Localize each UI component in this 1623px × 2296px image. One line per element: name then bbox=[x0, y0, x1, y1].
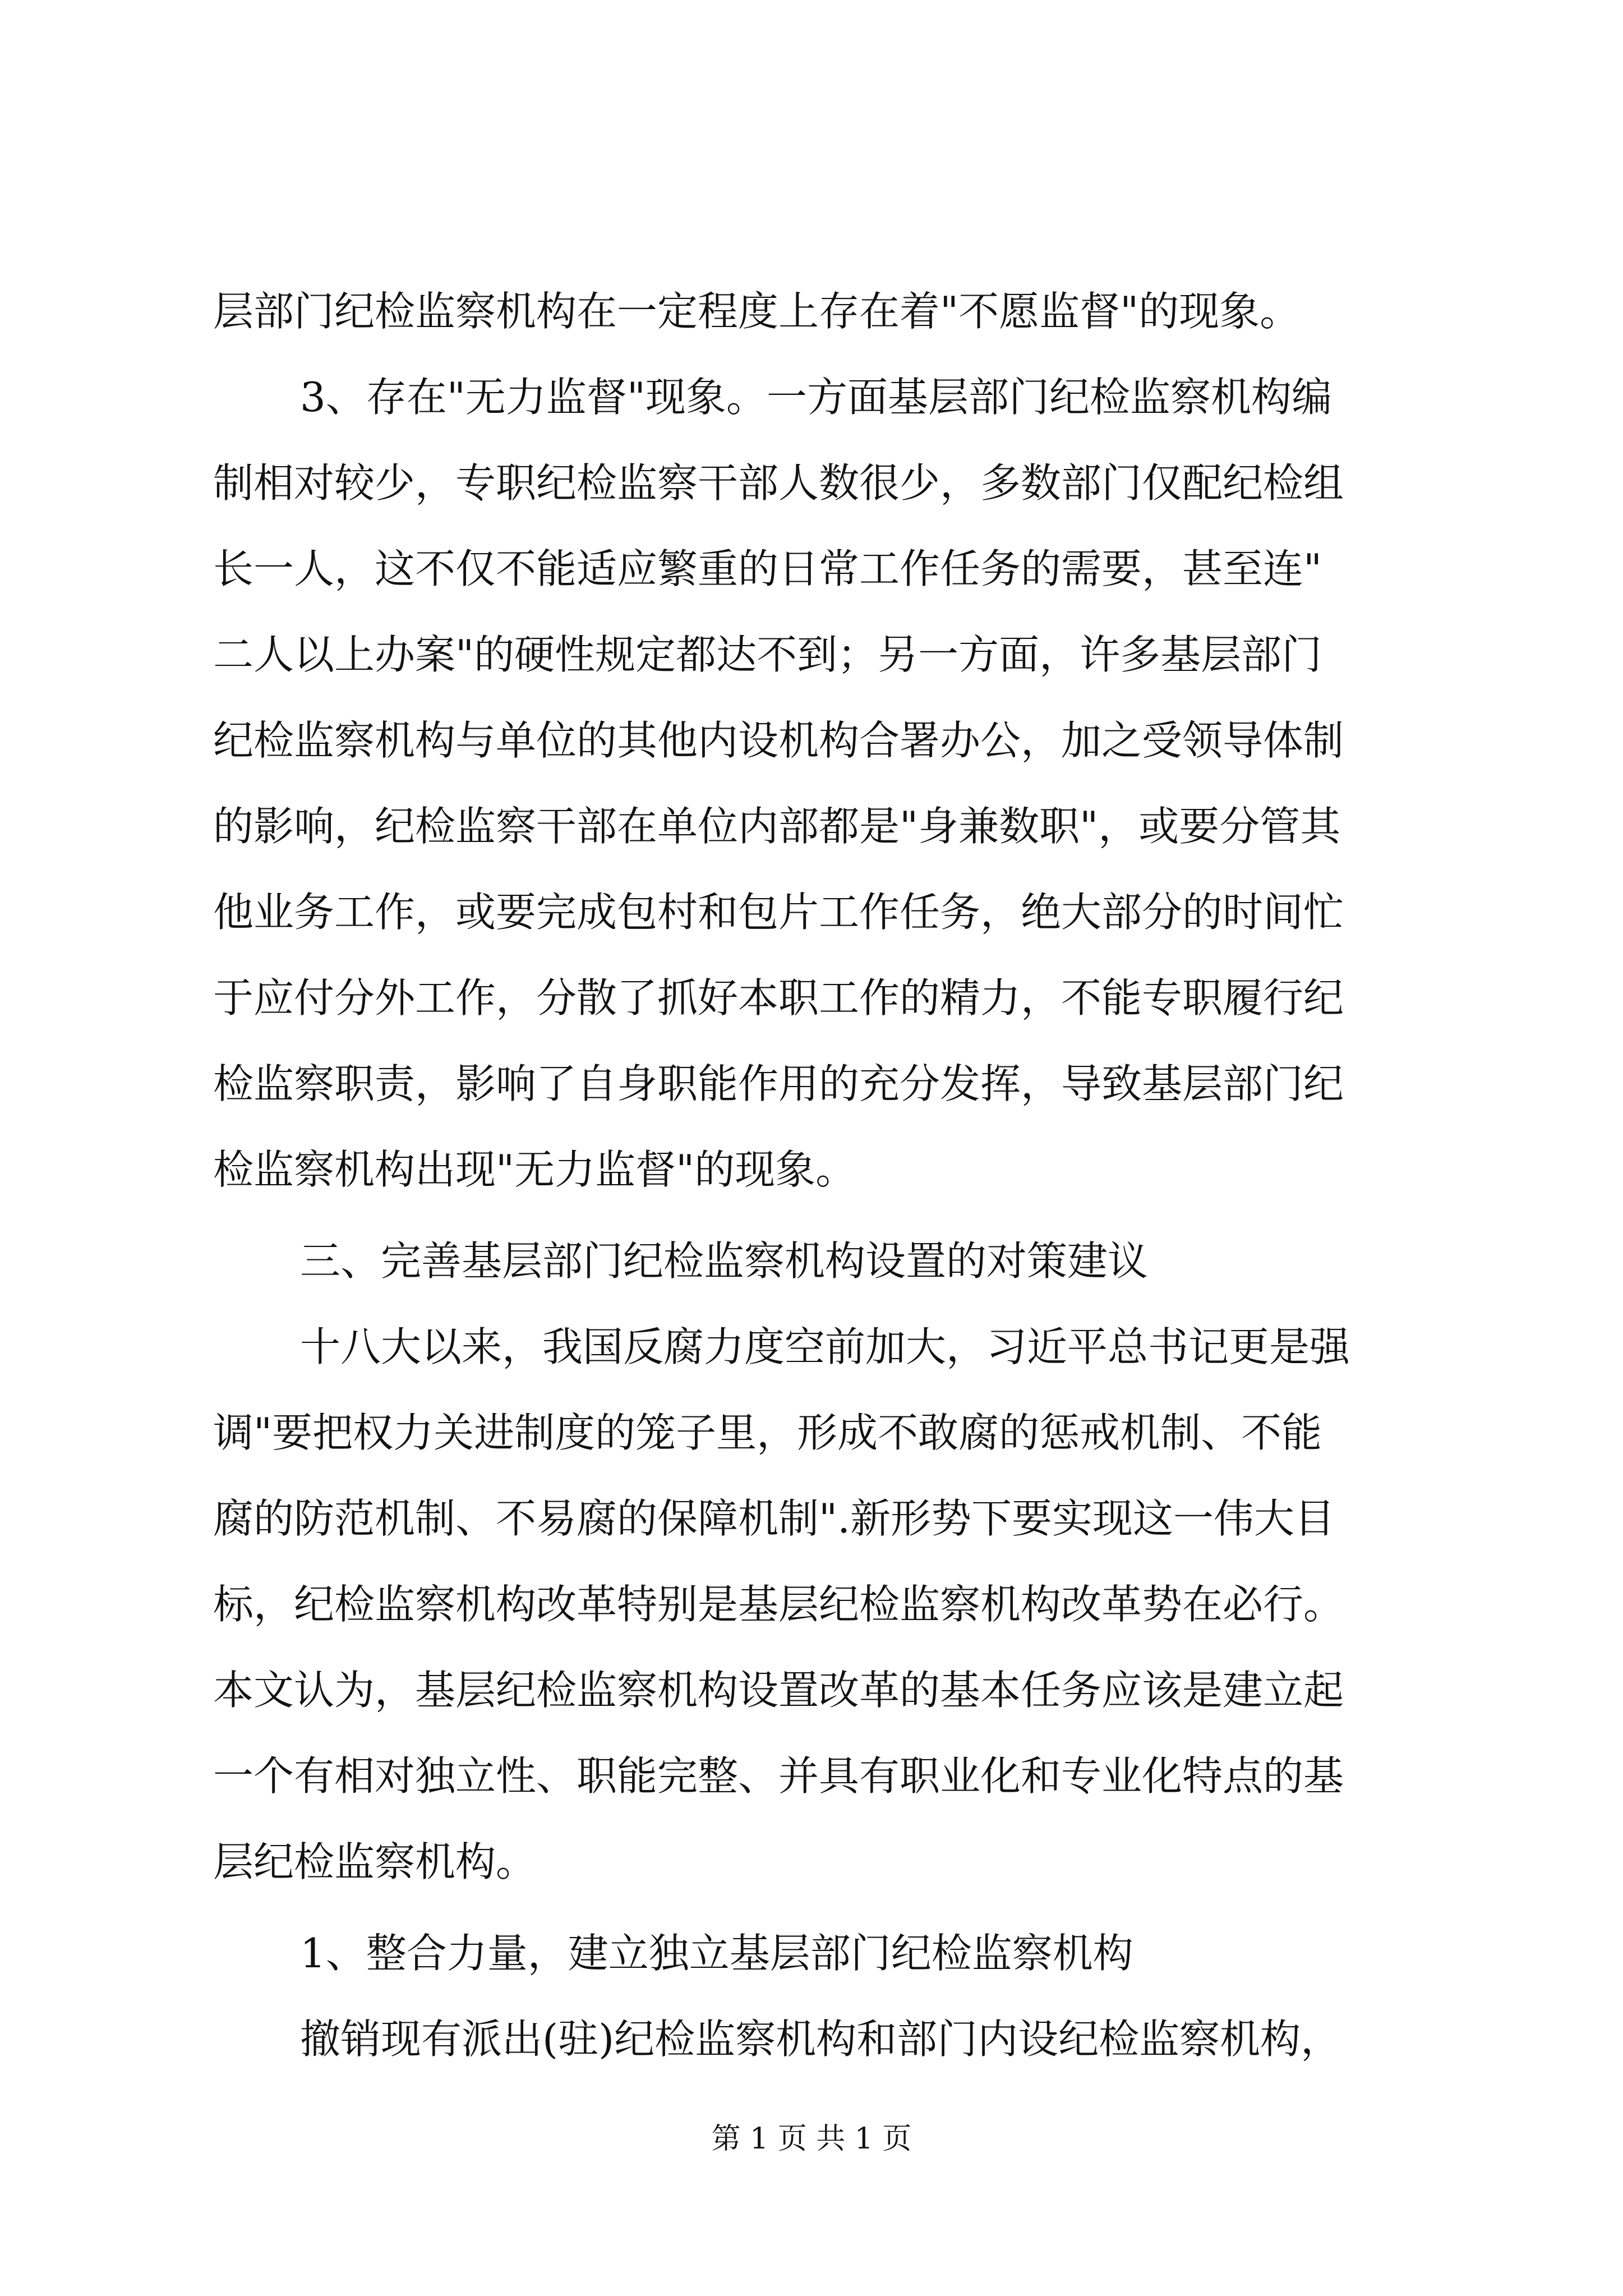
text-line: 本文认为，基层纪检监察机构设置改革的基本任务应该是建立起 bbox=[213, 1667, 1344, 1714]
subsection-heading: 1、整合力量，建立独立基层部门纪检监察机构 bbox=[300, 1930, 1133, 1977]
text-line: 层部门纪检监察机构在一定程度上存在着"不愿监督"的现象。 bbox=[213, 288, 1301, 335]
text-line: 检监察机构出现"无力监督"的现象。 bbox=[213, 1146, 856, 1193]
text-line: 标，纪检监察机构改革特别是基层纪检监察机构改革势在必行。 bbox=[213, 1581, 1344, 1628]
text-line: 3、存在"无力监督"现象。一方面基层部门纪检监察机构编 bbox=[300, 374, 1332, 421]
text-line: 检监察职责，影响了自身职能作用的充分发挥，导致基层部门纪 bbox=[213, 1060, 1344, 1107]
text-line: 撤销现有派出(驻)纪检监察机构和部门内设纪检监察机构， bbox=[300, 2016, 1341, 2063]
text-line: 长一人，这不仅不能适应繁重的日常工作任务的需要，甚至连" bbox=[213, 545, 1322, 592]
text-line: 制相对较少，专职纪检监察干部人数很少，多数部门仅配纪检组 bbox=[213, 459, 1344, 507]
text-line: 他业务工作，或要完成包村和包片工作任务，绝大部分的时间忙 bbox=[213, 889, 1344, 936]
section-heading: 三、完善基层部门纪检监察机构设置的对策建议 bbox=[300, 1237, 1149, 1285]
text-line: 二人以上办案"的硬性规定都达不到；另一方面，许多基层部门 bbox=[213, 631, 1322, 678]
text-line: 纪检监察机构与单位的其他内设机构合署办公，加之受领导体制 bbox=[213, 717, 1344, 764]
text-line: 层纪检监察机构。 bbox=[213, 1838, 537, 1885]
text-line: 于应付分外工作，分散了抓好本职工作的精力，不能专职履行纪 bbox=[213, 974, 1344, 1022]
page-footer: 第 1 页 共 1 页 bbox=[711, 2122, 912, 2156]
text-line: 十八大以来，我国反腐力度空前加大，习近平总书记更是强 bbox=[300, 1323, 1350, 1370]
text-line: 调"要把权力关进制度的笼子里，形成不敢腐的惩戒机制、不能 bbox=[213, 1409, 1322, 1456]
text-line: 腐的防范机制、不易腐的保障机制".新形势下要实现这一伟大目 bbox=[213, 1495, 1335, 1542]
text-line: 一个有相对独立性、职能完整、并具有职业化和专业化特点的基 bbox=[213, 1752, 1344, 1800]
text-line: 的影响，纪检监察干部在单位内部都是"身兼数职"，或要分管其 bbox=[213, 803, 1341, 850]
